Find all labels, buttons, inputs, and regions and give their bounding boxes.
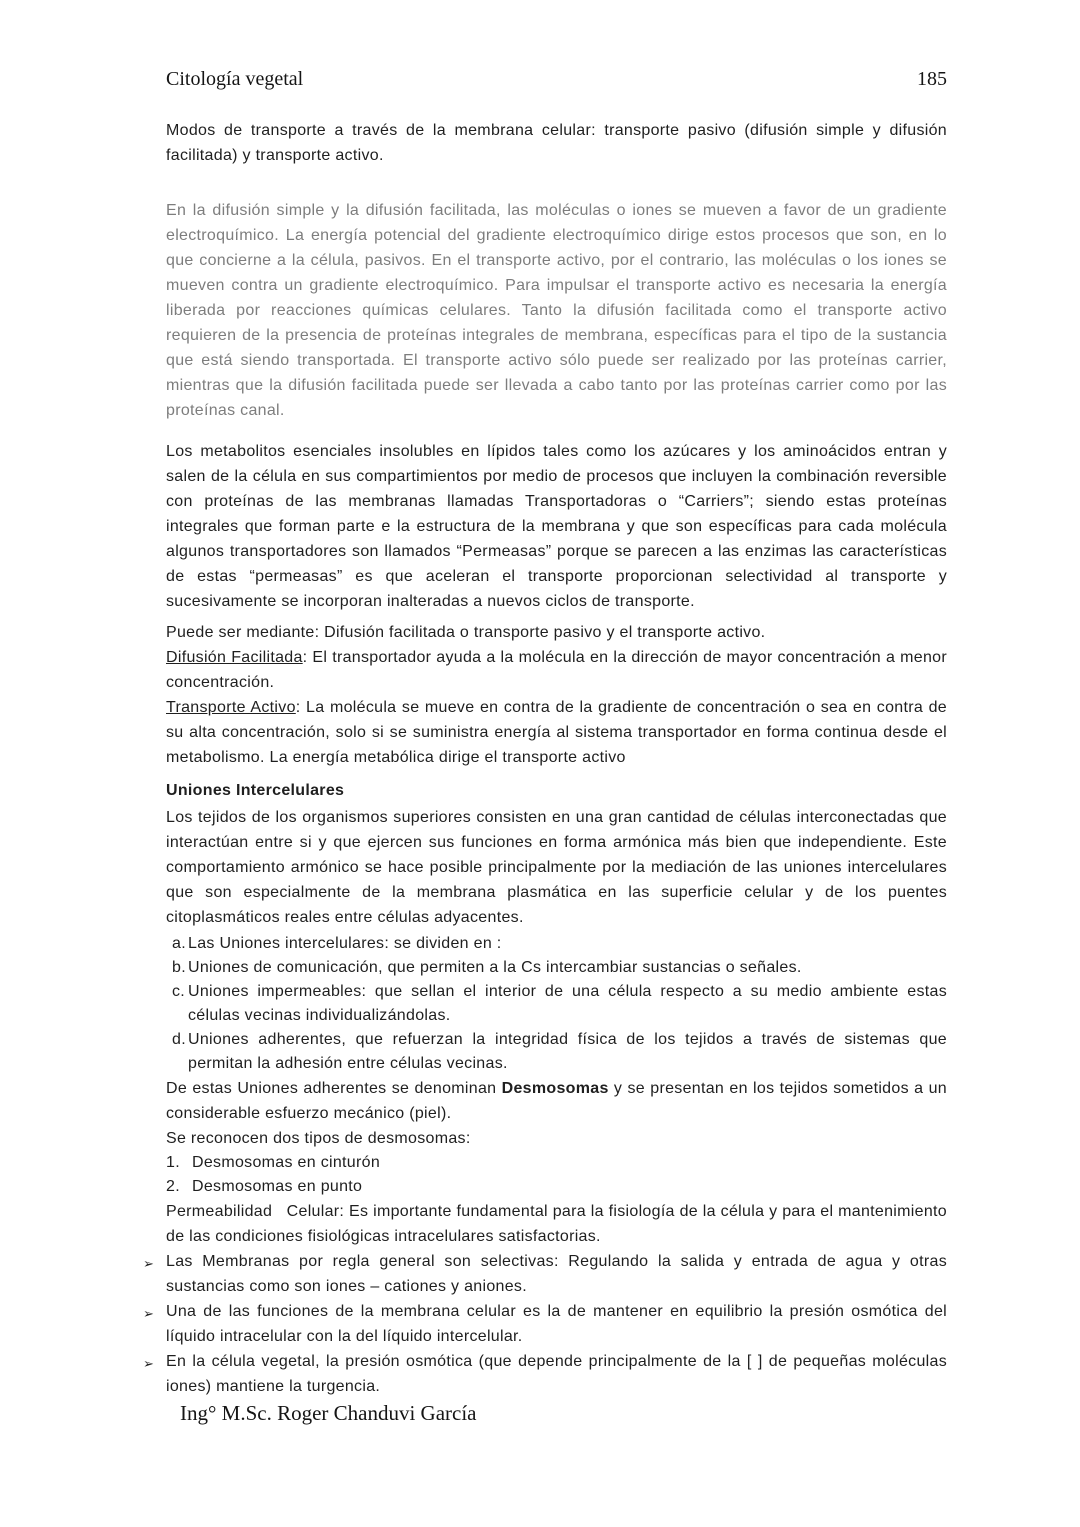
desmosomes-paragraph — [166, 1076, 947, 1126]
list-item-text: Uniones adherentes, que refuerzan la integridad física de los tejidos a través de sistemas que permitan la adhesión entre células vecinas. — [188, 1031, 947, 1072]
desmosomes-term: Desmosomas — [501, 1080, 609, 1097]
facilitated-diffusion-term: Difusión Facilitada — [166, 649, 303, 666]
list-item-b — [166, 956, 947, 980]
bullet-item-turgencia — [143, 1349, 947, 1399]
transport-mediante-line: Puede ser mediante: Difusión facilitada o transporte pasivo y el transporte activo. — [166, 624, 766, 641]
document-body — [143, 118, 952, 1427]
diffusion-overview-paragraph: En la difusión simple y la difusión facilitada, las moléculas o iones se mueven a favor de un gradiente electroquímico. La energía potencial del gradiente electroquímico dirige estos procesos que son, en lo que concierne a la célula, pasivos. En el transporte activo, por el contrario, las moléculas o los iones se mueven contra un gradiente electroquímico. Para impulsar el transporte activo es necesaria la energía liberada por reacciones químicas celulares. Tanto la difusión facilitada como el transporte activo requieren de la presencia de proteínas integrales de membrana, específicas para el tipo de la sustancia que está siendo transportada. El transporte activo sólo puede ser realizado por las proteínas carrier, mientras que la difusión facilitada puede ser llevada a cabo tanto por las proteínas carrier como por las proteínas canal. — [166, 202, 947, 419]
arrow-bullet-icon: ➢ — [143, 1256, 155, 1271]
page-header — [166, 66, 947, 93]
desmosomes-before: De estas Uniones adherentes se denominan — [166, 1080, 502, 1097]
list-item-c — [166, 980, 947, 1028]
facilitated-diffusion-line — [166, 645, 947, 695]
list-item-text: Las Uniones intercelulares: se dividen en : — [188, 935, 502, 952]
list-item-text: Desmosomas en punto — [192, 1178, 363, 1195]
bullet-item-text: Las Membranas por regla general son selectivas: Regulando la salida y entrada de agua y otras sustancias como son iones – cationes y aniones. — [166, 1253, 947, 1295]
permeability-paragraph: Permeabilidad Celular: Es importante fundamental para la fisiología de la célula y para el mantenimiento de las condiciones fisiológicas intracelulares satisfactorias. — [166, 1203, 952, 1245]
list-item-a — [166, 932, 947, 956]
bullet-item-text: Una de las funciones de la membrana celular es la de mantener en equilibrio la presión osmótica del líquido intracelular con la del líquido intercelular. — [166, 1303, 947, 1345]
page-number: 185 — [917, 68, 947, 90]
list-marker: a. — [172, 935, 186, 952]
list-marker: b. — [172, 959, 186, 976]
desmosome-types-line: Se reconocen dos tipos de desmosomas: — [166, 1130, 471, 1147]
numbered-list — [166, 1151, 947, 1199]
list-item-text: Uniones impermeables: que sellan el interior de una célula respecto a su medio ambiente estas células vecinas individualizándolas. — [188, 983, 947, 1024]
transport-modes-paragraph: Modos de transporte a través de la membrana celular: transporte pasivo (difusión simple y difusión facilitada) y transporte activo. — [166, 122, 947, 164]
author-signature: Ing° M.Sc. Roger Chanduvi García — [180, 1401, 477, 1425]
section-heading: Uniones Intercelulares — [166, 782, 345, 799]
running-title: Citología vegetal — [166, 68, 304, 90]
bullet-item-osmotic-balance — [143, 1299, 947, 1349]
arrow-bullet-icon: ➢ — [143, 1356, 155, 1371]
active-transport-text: : La molécula se mueve en contra de la gradiente de concentración o sea en contra de su alta concentración, solo si se suministra energía al sistema transportador en forma continua desde el metabolismo. La energía metabólica dirige el transporte activo — [166, 699, 947, 766]
list-marker: 1. — [166, 1154, 180, 1171]
list-marker: d. — [172, 1031, 186, 1048]
bullet-item-membranes — [143, 1249, 947, 1299]
desmosomes-after: y se presentan en los tejidos sometidos a un considerable esfuerzo mecánico (piel). — [166, 1080, 947, 1122]
arrow-bullet-icon: ➢ — [143, 1306, 155, 1321]
numbered-item-1 — [166, 1151, 947, 1175]
list-item-d — [166, 1028, 947, 1076]
active-transport-term: Transporte Activo — [166, 699, 296, 716]
bullet-item-text: En la célula vegetal, la presión osmótica (que depende principalmente de la [ ] de pequeñas moléculas iones) mantiene la turgencia. — [166, 1353, 947, 1395]
lettered-list — [166, 932, 947, 1076]
active-transport-line — [166, 695, 947, 770]
metabolites-paragraph: Los metabolitos esenciales insolubles en lípidos tales como los azúcares y los aminoácidos entran y salen de la célula en sus compartimientos por medio de procesos que incluyen la combinación reversible con proteínas de las membranas llamadas Transportadoras o “Carriers”; siendo estas proteínas integrales que forman parte e la estructura de la membrana y que son específicas para cada molécula algunos transportadores son llamados “Permeasas” porque se parecen a las enzimas las características de estas “permeasas” es que aceleran el transporte proporcionan selectividad al transporte y sucesivamente se incorporan inalteradas a nuevos ciclos de transporte. — [166, 443, 947, 610]
section-intro-paragraph: Los tejidos de los organismos superiores consisten en una gran cantidad de células interconectadas que interactúan entre si y que ejercen sus funciones en forma armónica más bien que independiente. Este comportamiento armónico se hace posible principalmente por la mediación de las uniones intercelulares que son especialmente de la membrana plasmática en las superficie celular y de los puentes citoplasmáticos reales entre células adyacentes. — [166, 809, 947, 926]
list-marker: c. — [172, 983, 186, 1000]
list-item-text: Uniones de comunicación, que permiten a la Cs intercambiar sustancias o señales. — [188, 959, 802, 976]
facilitated-diffusion-text: : El transportador ayuda a la molécula en la dirección de mayor concentración a menor concentración. — [166, 649, 947, 691]
list-item-text: Desmosomas en cinturón — [192, 1154, 381, 1171]
text-column — [143, 66, 952, 1427]
list-marker: 2. — [166, 1178, 180, 1195]
bullet-list — [143, 1249, 947, 1399]
numbered-item-2 — [166, 1175, 947, 1199]
